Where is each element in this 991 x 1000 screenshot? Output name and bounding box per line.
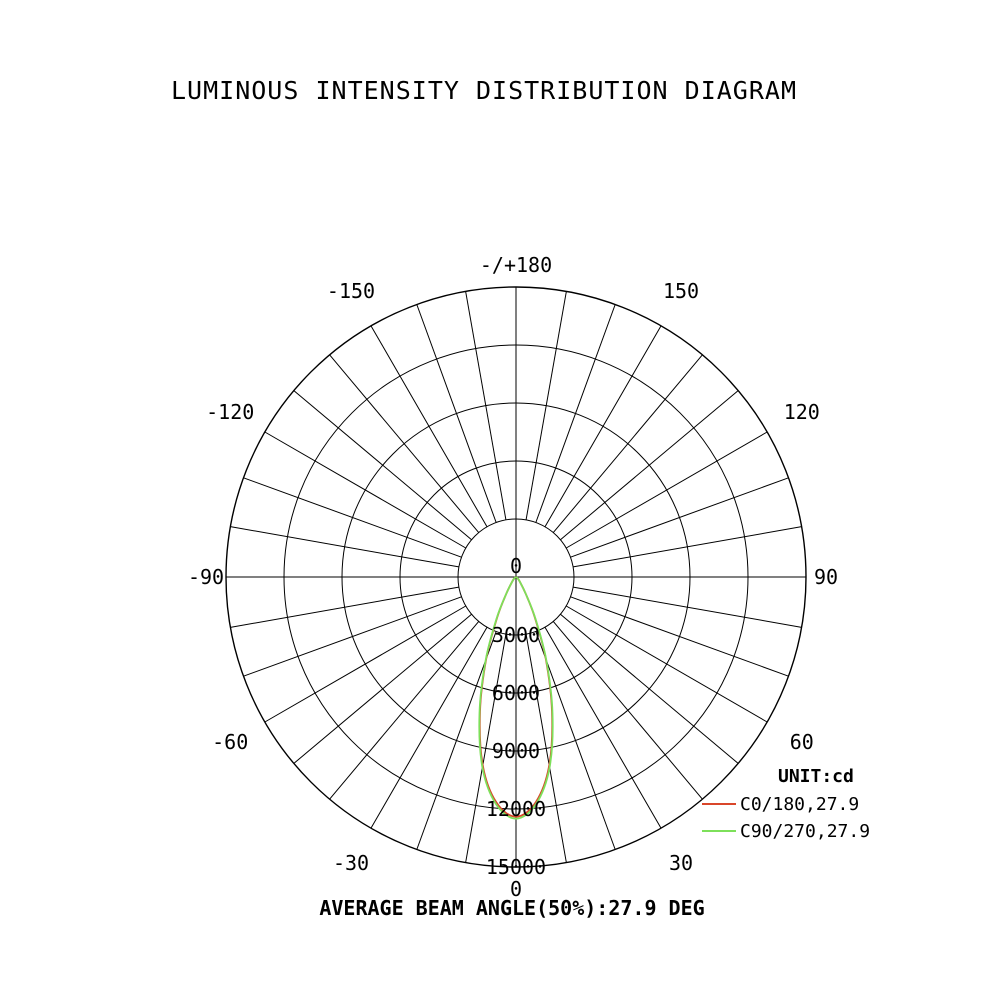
grid-spoke-80 — [573, 587, 801, 627]
grid-spoke-260 — [230, 527, 458, 567]
legend-label-c90-270: C90/270,27.9 — [740, 821, 871, 842]
grid-spoke-300 — [265, 606, 466, 722]
grid-spoke-220 — [330, 355, 479, 533]
grid-spoke-190 — [466, 291, 506, 519]
grid-spoke-110 — [571, 478, 789, 557]
grid-spoke-150 — [545, 326, 661, 527]
grid-spoke-290 — [243, 597, 461, 676]
grid-spoke-140 — [553, 355, 702, 533]
ring-label-15000: 15000 — [485, 855, 547, 879]
grid-spoke-200 — [417, 304, 496, 522]
grid-spoke-130 — [560, 391, 738, 540]
grid-spoke-250 — [243, 478, 461, 557]
angle-label-180: -/+180 — [479, 253, 553, 277]
angle-label-neg120: -120 — [206, 400, 255, 424]
angle-label-neg150: -150 — [326, 279, 376, 304]
legend — [702, 766, 870, 842]
ring-label-9000: 9000 — [491, 739, 541, 763]
grid-spoke-310 — [294, 614, 472, 763]
grid-spoke-230 — [294, 391, 472, 540]
grid-spoke-120 — [566, 432, 767, 548]
unit-label: UNIT:cd — [778, 766, 854, 787]
angle-label-90: 90 — [813, 565, 839, 589]
grid-spoke-40 — [553, 621, 702, 799]
legend-label-c0-180: C0/180,27.9 — [740, 794, 860, 815]
grid-spoke-240 — [265, 432, 466, 548]
angle-label-neg60: -60 — [212, 730, 249, 754]
grid-spoke-30 — [545, 627, 661, 828]
angle-label-120: 120 — [783, 400, 820, 424]
angle-label-0: 0 — [509, 877, 523, 901]
grid-spoke-170 — [526, 291, 566, 519]
angle-label-neg30: -30 — [332, 850, 370, 875]
center-label: 0 — [509, 554, 523, 578]
angle-label-150: 150 — [662, 279, 700, 304]
grid-spoke-320 — [330, 621, 479, 799]
chart-title: LUMINOUS INTENSITY DISTRIBUTION DIAGRAM — [171, 76, 797, 105]
grid-spoke-70 — [571, 597, 789, 676]
grid-spoke-50 — [560, 614, 738, 763]
ring-label-12000: 12000 — [485, 797, 547, 821]
angle-label-30: 30 — [668, 850, 694, 875]
grid-spoke-60 — [566, 606, 767, 722]
grid-spoke-160 — [536, 304, 615, 522]
ring-label-3000: 3000 — [491, 623, 541, 647]
grid-spoke-330 — [371, 627, 487, 828]
angle-label-neg90: -90 — [187, 565, 225, 589]
grid-spoke-280 — [230, 587, 458, 627]
beam-angle-footer: AVERAGE BEAM ANGLE(50%):27.9 DEG — [319, 896, 705, 920]
grid-spoke-210 — [371, 326, 487, 527]
ring-label-6000: 6000 — [491, 681, 541, 705]
angle-label-60: 60 — [789, 730, 814, 754]
grid-spoke-100 — [573, 527, 801, 567]
